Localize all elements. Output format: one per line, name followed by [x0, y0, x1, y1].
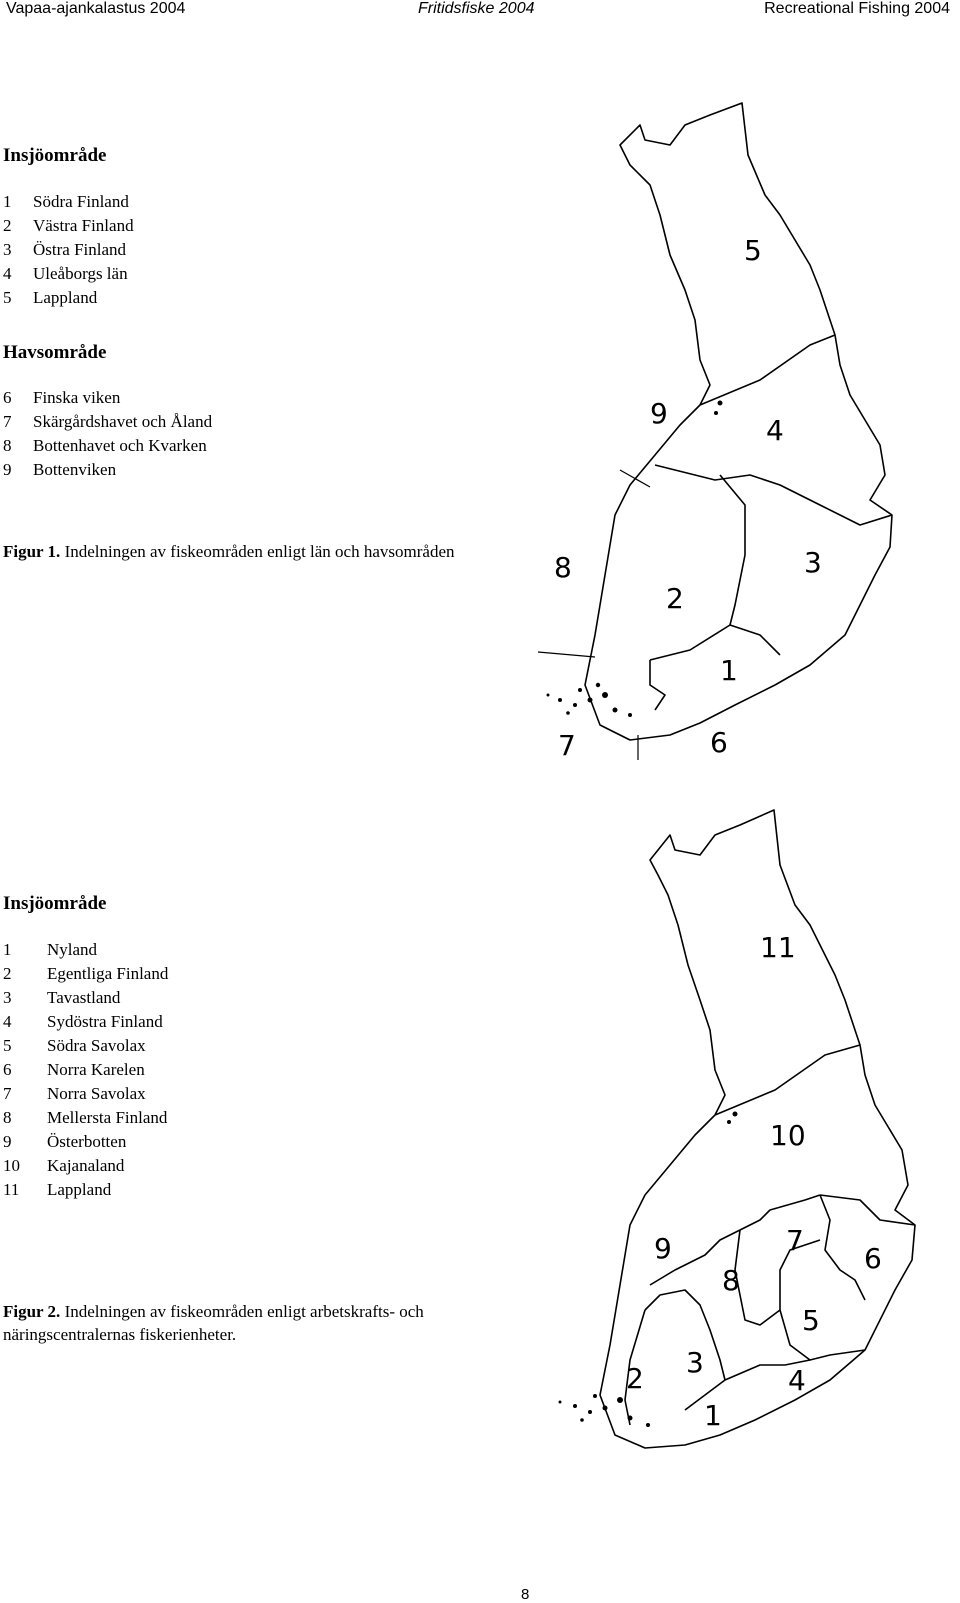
region-label: 4 — [788, 1364, 806, 1397]
fig2-border — [735, 1230, 780, 1325]
list-item: 3 Östra Finland — [3, 240, 127, 259]
region-label: 1 — [704, 1399, 722, 1432]
fig1-border — [650, 660, 665, 710]
fig2-border — [715, 1045, 860, 1115]
region-label: 9 — [654, 1232, 672, 1265]
fig1-archipelago — [547, 401, 723, 718]
header-center: Fritidsfiske 2004 — [418, 0, 535, 17]
fig1-outline — [585, 103, 892, 740]
region-label: 6 — [710, 726, 728, 759]
region-label: 5 — [802, 1304, 820, 1337]
fig2-border — [645, 1290, 725, 1380]
region-label: 1 — [720, 654, 738, 687]
list-item: 9 Bottenviken — [3, 460, 117, 479]
region-label: 11 — [760, 931, 796, 964]
region-label: 2 — [626, 1362, 644, 1395]
list-item: 6 Norra Karelen — [3, 1060, 145, 1079]
region-label: 2 — [666, 582, 684, 615]
fig1-border — [700, 335, 835, 405]
fig1-border — [655, 465, 892, 525]
region-label: 7 — [558, 729, 576, 762]
fig1-border — [650, 625, 780, 660]
fig2-title: Insjöområde — [3, 893, 107, 914]
list-item: 8 Mellersta Finland — [3, 1108, 168, 1127]
list-item: 11 Lappland — [3, 1180, 112, 1199]
region-label: 6 — [864, 1242, 882, 1275]
fig2-map — [530, 800, 950, 1490]
fig2-list — [3, 938, 168, 1202]
list-item: 3 Tavastland — [3, 988, 121, 1007]
header-left: Vapaa-ajankalastus 2004 — [6, 0, 186, 17]
region-label: 8 — [722, 1264, 740, 1297]
region-label: 9 — [650, 397, 668, 430]
list-item: 7 Skärgårdshavet och Åland — [3, 412, 213, 431]
region-label: 8 — [554, 551, 572, 584]
region-label: 5 — [744, 234, 762, 267]
page-header — [0, 0, 950, 20]
list-item: 5 Södra Savolax — [3, 1036, 146, 1055]
fig1-pointer-line — [538, 652, 595, 657]
region-label: 3 — [686, 1346, 704, 1379]
fig1-border — [720, 475, 745, 625]
region-label: 3 — [804, 546, 822, 579]
fig2-archipelago — [559, 1112, 738, 1428]
fig1-caption: Figur 1. Indelningen av fiskeområden enligt län och havsområden — [3, 542, 455, 561]
fig2-border — [740, 1195, 820, 1230]
region-label: 4 — [766, 414, 784, 447]
region-label: 7 — [786, 1224, 804, 1257]
list-item: 1 Nyland — [3, 940, 98, 959]
header-right: Recreational Fishing 2004 — [764, 0, 950, 17]
fig1-sea-title: Havsområde — [3, 342, 107, 363]
list-item: 1 Södra Finland — [3, 192, 129, 211]
list-item: 7 Norra Savolax — [3, 1084, 146, 1103]
list-item: 2 Västra Finland — [3, 216, 134, 235]
list-item: 4 Uleåborgs län — [3, 264, 128, 283]
fig1-inland-title: Insjöområde — [3, 145, 107, 166]
page-number: 8 — [521, 1586, 530, 1603]
list-item: 4 Sydöstra Finland — [3, 1012, 163, 1031]
region-label: 10 — [770, 1119, 806, 1152]
list-item: 10 Kajanaland — [3, 1156, 125, 1175]
list-item: 9 Österbotten — [3, 1132, 127, 1151]
fig2-outline — [600, 810, 915, 1448]
fig1-sea-list — [3, 386, 212, 482]
fig1-pointer-line — [620, 470, 650, 487]
list-item: 8 Bottenhavet och Kvarken — [3, 436, 207, 455]
list-item: 5 Lappland — [3, 288, 98, 307]
fig2-border — [820, 1195, 865, 1300]
fig1-inland-list — [3, 190, 134, 310]
fig1-map — [520, 95, 920, 785]
list-item: 6 Finska viken — [3, 388, 121, 407]
fig2-border — [780, 1240, 865, 1360]
fig2-caption: Figur 2. Indelningen av fiskeområden enligt arbetskrafts- och näringscentralernas fiskerienheter. — [3, 1302, 424, 1344]
list-item: 2 Egentliga Finland — [3, 964, 169, 983]
